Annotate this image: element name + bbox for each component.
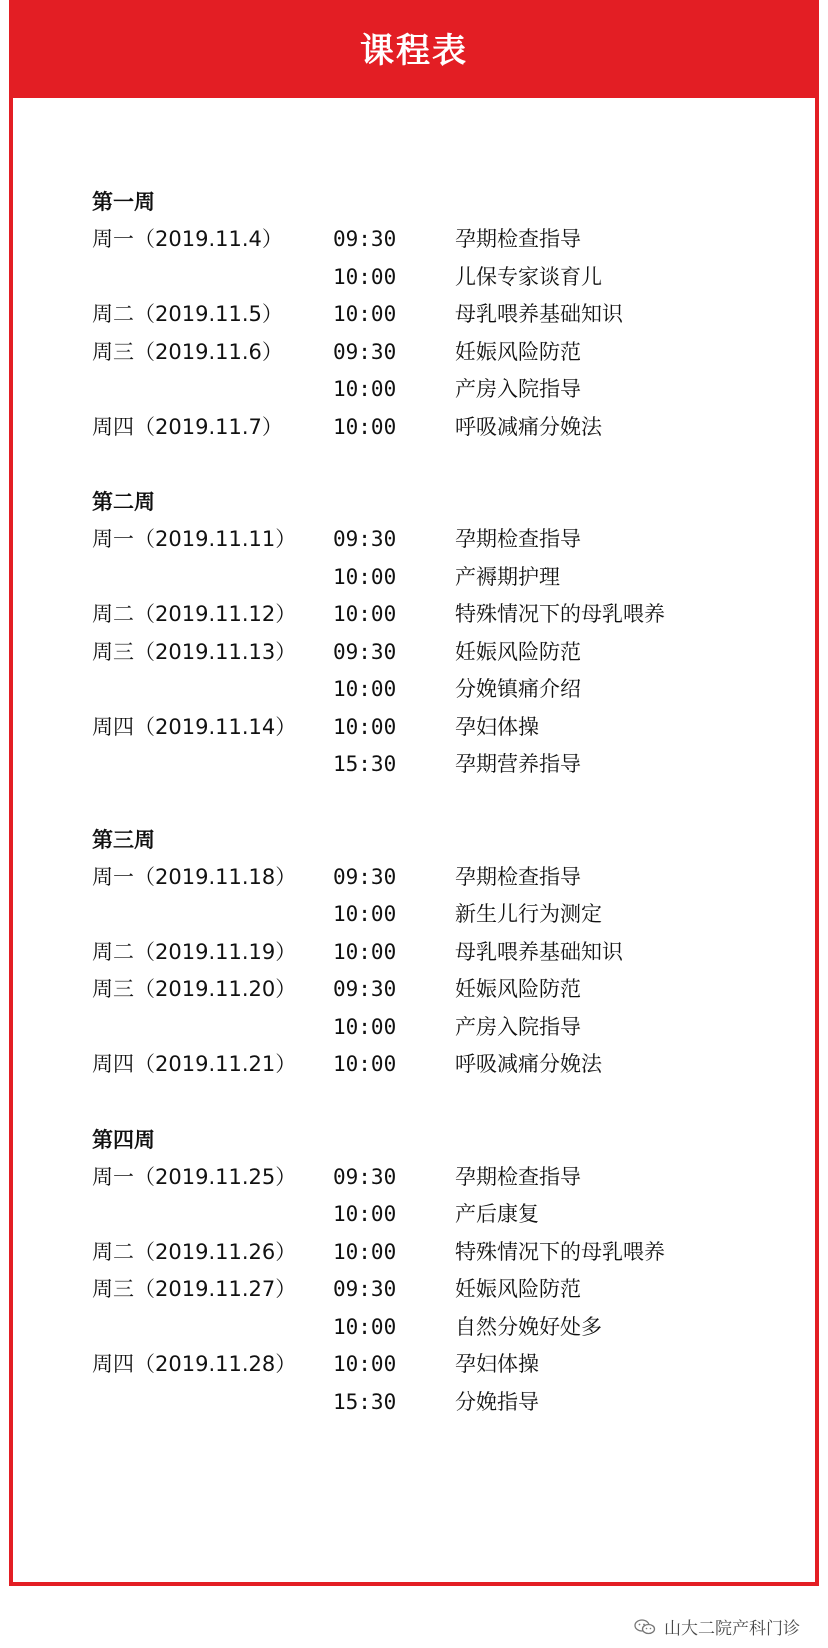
row-time: 10:00 bbox=[333, 1202, 397, 1226]
wechat-icon bbox=[634, 1619, 656, 1635]
row-time: 10:00 bbox=[333, 677, 397, 701]
row-time: 09:30 bbox=[333, 977, 397, 1001]
schedule-row bbox=[92, 1271, 792, 1309]
row-day: 周一（2019.11.4） bbox=[92, 227, 283, 251]
row-topic: 产褥期护理 bbox=[455, 564, 560, 589]
schedule-row bbox=[92, 296, 792, 334]
row-topic: 孕期检查指导 bbox=[455, 227, 581, 251]
row-day bbox=[92, 559, 333, 597]
row-topic: 孕妇体操 bbox=[455, 714, 539, 739]
row-topic: 自然分娩好处多 bbox=[455, 1314, 602, 1339]
row-time: 09:30 bbox=[333, 527, 397, 551]
schedule-row bbox=[92, 859, 792, 897]
schedule-row bbox=[92, 671, 792, 709]
week-section bbox=[92, 1122, 792, 1422]
week-section bbox=[92, 184, 792, 446]
row-time: 10:00 bbox=[333, 564, 397, 589]
row-topic: 特殊情况下的母乳喂养 bbox=[455, 602, 665, 626]
row-day: 周三（2019.11.6） bbox=[92, 339, 283, 364]
schedule-row bbox=[92, 1346, 792, 1384]
row-topic: 产房入院指导 bbox=[455, 377, 581, 401]
row-topic: 新生儿行为测定 bbox=[455, 902, 602, 926]
row-topic: 妊娠风险防范 bbox=[455, 977, 581, 1001]
schedule-row bbox=[92, 746, 792, 784]
week-section bbox=[92, 484, 792, 784]
schedule-row bbox=[92, 371, 792, 409]
row-topic: 孕妇体操 bbox=[455, 1352, 539, 1376]
row-day: 周二（2019.11.19） bbox=[92, 939, 297, 964]
week-section bbox=[92, 822, 792, 1084]
row-time: 10:00 bbox=[333, 377, 397, 401]
row-time: 10:00 bbox=[333, 302, 397, 326]
row-day: 周二（2019.11.26） bbox=[92, 1239, 297, 1264]
row-day bbox=[92, 896, 333, 934]
row-topic: 分娩指导 bbox=[455, 1389, 539, 1414]
row-time: 15:30 bbox=[333, 752, 397, 776]
row-day bbox=[92, 1309, 333, 1347]
schedule-row bbox=[92, 521, 792, 559]
schedule-row bbox=[92, 896, 792, 934]
row-topic: 分娩镇痛介绍 bbox=[455, 677, 581, 701]
row-topic: 产后康复 bbox=[455, 1202, 539, 1226]
row-day: 周三（2019.11.13） bbox=[92, 639, 297, 664]
row-topic: 母乳喂养基础知识 bbox=[455, 302, 623, 326]
week-title: 第四周 bbox=[92, 1127, 155, 1152]
row-day bbox=[92, 1384, 333, 1422]
row-time: 10:00 bbox=[333, 1239, 397, 1264]
week-title: 第二周 bbox=[92, 490, 155, 514]
row-day: 周一（2019.11.25） bbox=[92, 1164, 297, 1189]
schedule-row bbox=[92, 559, 792, 597]
row-day bbox=[92, 1009, 333, 1047]
schedule-frame bbox=[9, 0, 819, 1586]
row-time: 10:00 bbox=[333, 602, 397, 626]
schedule-row bbox=[92, 1009, 792, 1047]
row-topic: 孕期检查指导 bbox=[455, 864, 581, 889]
schedule-row bbox=[92, 409, 792, 447]
row-day: 周三（2019.11.20） bbox=[92, 977, 297, 1001]
schedule-row bbox=[92, 634, 792, 672]
row-time: 10:00 bbox=[333, 1314, 397, 1339]
row-day bbox=[92, 371, 333, 409]
row-time: 10:00 bbox=[333, 939, 397, 964]
row-day bbox=[92, 671, 333, 709]
row-day: 周二（2019.11.12） bbox=[92, 602, 297, 626]
row-time: 10:00 bbox=[333, 714, 397, 739]
schedule-row bbox=[92, 934, 792, 972]
row-topic: 特殊情况下的母乳喂养 bbox=[455, 1239, 665, 1264]
schedule-row bbox=[92, 1309, 792, 1347]
header-bar bbox=[13, 0, 815, 98]
row-time: 09:30 bbox=[333, 339, 397, 364]
row-topic: 妊娠风险防范 bbox=[455, 339, 581, 364]
schedule-row bbox=[92, 971, 792, 1009]
row-time: 10:00 bbox=[333, 1352, 397, 1376]
row-time: 09:30 bbox=[333, 639, 397, 664]
schedule-row bbox=[92, 1234, 792, 1272]
row-time: 09:30 bbox=[333, 864, 397, 889]
week-title: 第一周 bbox=[92, 190, 155, 214]
row-time: 09:30 bbox=[333, 1277, 397, 1301]
row-time: 10:00 bbox=[333, 1052, 397, 1076]
row-topic: 母乳喂养基础知识 bbox=[455, 939, 623, 964]
row-day: 周一（2019.11.11） bbox=[92, 527, 297, 551]
row-day: 周四（2019.11.7） bbox=[92, 414, 283, 439]
row-day: 周四（2019.11.28） bbox=[92, 1352, 297, 1376]
row-topic: 妊娠风险防范 bbox=[455, 639, 581, 664]
row-topic: 呼吸减痛分娩法 bbox=[455, 1052, 602, 1076]
row-time: 09:30 bbox=[333, 1164, 397, 1189]
row-time: 10:00 bbox=[333, 1014, 397, 1039]
row-time: 10:00 bbox=[333, 902, 397, 926]
schedule-row bbox=[92, 1196, 792, 1234]
watermark bbox=[634, 1614, 800, 1639]
page-title: 课程表 bbox=[360, 30, 468, 71]
row-time: 10:00 bbox=[333, 414, 397, 439]
row-day: 周四（2019.11.21） bbox=[92, 1052, 297, 1076]
row-day bbox=[92, 259, 333, 297]
schedule-row bbox=[92, 596, 792, 634]
schedule-row bbox=[92, 709, 792, 747]
row-day: 周四（2019.11.14） bbox=[92, 714, 297, 739]
row-day: 周二（2019.11.5） bbox=[92, 302, 283, 326]
schedule-row bbox=[92, 221, 792, 259]
schedule-row bbox=[92, 334, 792, 372]
row-time: 15:30 bbox=[333, 1389, 397, 1414]
row-topic: 呼吸减痛分娩法 bbox=[455, 414, 602, 439]
row-day bbox=[92, 1196, 333, 1234]
watermark-text: 山大二院产科门诊 bbox=[664, 1619, 800, 1639]
row-topic: 孕期检查指导 bbox=[455, 1164, 581, 1189]
schedule-row bbox=[92, 1046, 792, 1084]
schedule-row bbox=[92, 1159, 792, 1197]
schedule-row bbox=[92, 259, 792, 297]
row-topic: 妊娠风险防范 bbox=[455, 1277, 581, 1301]
row-topic: 儿保专家谈育儿 bbox=[455, 264, 602, 289]
row-topic: 孕期营养指导 bbox=[455, 752, 581, 776]
row-time: 09:30 bbox=[333, 227, 397, 251]
row-topic: 孕期检查指导 bbox=[455, 527, 581, 551]
row-topic: 产房入院指导 bbox=[455, 1014, 581, 1039]
schedule-row bbox=[92, 1384, 792, 1422]
row-day: 周一（2019.11.18） bbox=[92, 864, 297, 889]
week-title: 第三周 bbox=[92, 827, 155, 852]
schedule-list bbox=[92, 184, 792, 1459]
row-day bbox=[92, 746, 333, 784]
row-time: 10:00 bbox=[333, 264, 397, 289]
row-day: 周三（2019.11.27） bbox=[92, 1277, 297, 1301]
